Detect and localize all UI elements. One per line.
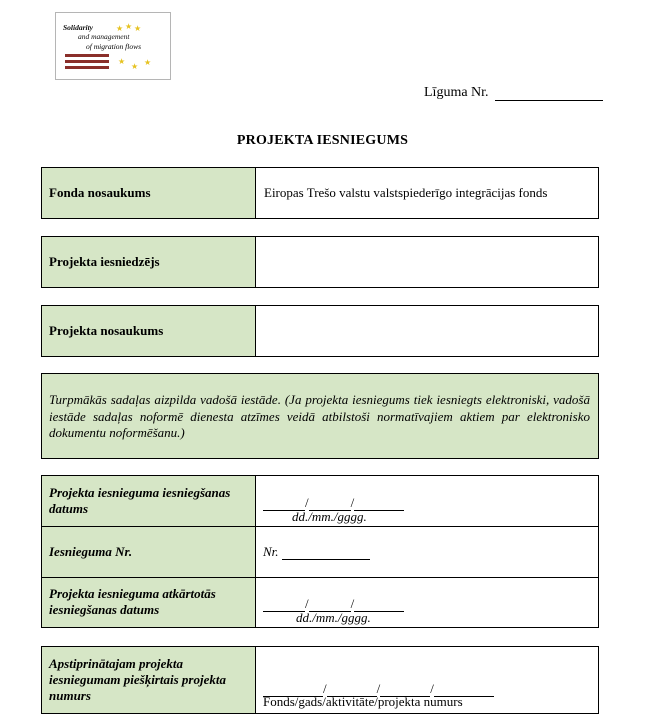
approved-number-field[interactable]: / / /	[263, 681, 494, 697]
application-number-row	[42, 527, 598, 577]
logo-text-3: of migration flows	[86, 42, 142, 51]
approved-number-format: Fonds/gads/aktivitāte/projekta numurs	[263, 694, 463, 709]
document-title: PROJEKTA IESNIEGUMS	[236, 133, 409, 148]
project-name-label: Projekta nosaukums	[49, 323, 164, 338]
fund-label: Fonda nosaukums	[49, 185, 151, 200]
submission-date-field[interactable]: / /	[263, 495, 404, 511]
fund-value-cell	[256, 168, 598, 218]
approved-number-table	[41, 646, 599, 714]
applicant-input[interactable]	[256, 237, 598, 287]
applicant-table	[41, 236, 599, 288]
project-name-table	[41, 305, 599, 357]
logo-text-1: Solidarity	[63, 23, 94, 32]
star-icon: ★	[134, 24, 142, 33]
approved-number-label-cell	[42, 647, 256, 713]
star-icon: ★	[116, 24, 124, 33]
logo-text-2: and management	[78, 32, 130, 41]
star-icon: ★	[125, 22, 133, 31]
fund-table	[41, 167, 599, 219]
applicant-label-cell	[42, 237, 256, 287]
star-icon: ★	[118, 57, 126, 66]
application-number-label: Iesnieguma Nr.	[49, 544, 133, 559]
fund-row	[42, 168, 598, 218]
project-name-label-cell	[42, 306, 256, 356]
submission-date-cell[interactable]	[256, 476, 598, 526]
applicant-row	[42, 237, 598, 287]
resubmission-date-field[interactable]: / /	[263, 596, 404, 612]
logo-stripe	[65, 54, 109, 57]
application-number-field[interactable]	[263, 544, 370, 560]
logo-stripe	[65, 60, 109, 63]
submission-date-label-cell	[42, 476, 256, 526]
fund-value: Eiropas Trešo valstu valstspiederīgo integrācijas fonds	[264, 185, 548, 200]
project-name-input[interactable]	[256, 306, 598, 356]
star-icon: ★	[144, 58, 152, 67]
contract-number	[424, 85, 603, 101]
registration-table	[41, 475, 599, 628]
resubmission-date-row	[42, 578, 598, 627]
authority-note	[41, 373, 599, 459]
application-number-cell[interactable]	[256, 527, 598, 577]
resubmission-date-cell[interactable]	[256, 578, 598, 627]
resubmission-date-label-cell	[42, 578, 256, 627]
contract-number-field[interactable]	[495, 88, 603, 101]
fund-label-cell	[42, 168, 256, 218]
approved-number-row	[42, 647, 598, 713]
approved-number-cell[interactable]	[256, 647, 598, 713]
applicant-label: Projekta iesniedzējs	[49, 254, 160, 269]
submission-date-label: Projekta iesnieguma iesniegšanas datums	[49, 485, 231, 516]
logo-stripe	[65, 66, 109, 69]
approved-number-label: Apstiprinātajam projekta iesniegumam piešķirtais projekta numurs	[49, 656, 226, 703]
authority-note-text: Turpmākās sadaļas aizpilda vadošā iestāde. (Ja projekta iesniegums tiek iesniegts elektroniski, vadošā iestāde sadaļas noformē dienesta atzīmes veidā atbilstoši normatīvajiem aktiem par elektronisko dokumentu noformēšanu.)	[49, 392, 590, 440]
star-icon: ★	[131, 62, 139, 71]
application-number-label-cell	[42, 527, 256, 577]
resubmission-date-label: Projekta iesnieguma atkārtotās iesniegšanas datums	[49, 586, 216, 617]
project-name-row	[42, 306, 598, 356]
application-number-prefix: Nr.	[263, 544, 279, 559]
resubmission-date-format: dd./mm./gggg.	[296, 610, 371, 625]
submission-date-row	[42, 476, 598, 526]
logo	[55, 12, 171, 80]
contract-label: Līguma Nr.	[424, 85, 489, 100]
submission-date-format: dd./mm./gggg.	[292, 509, 367, 524]
